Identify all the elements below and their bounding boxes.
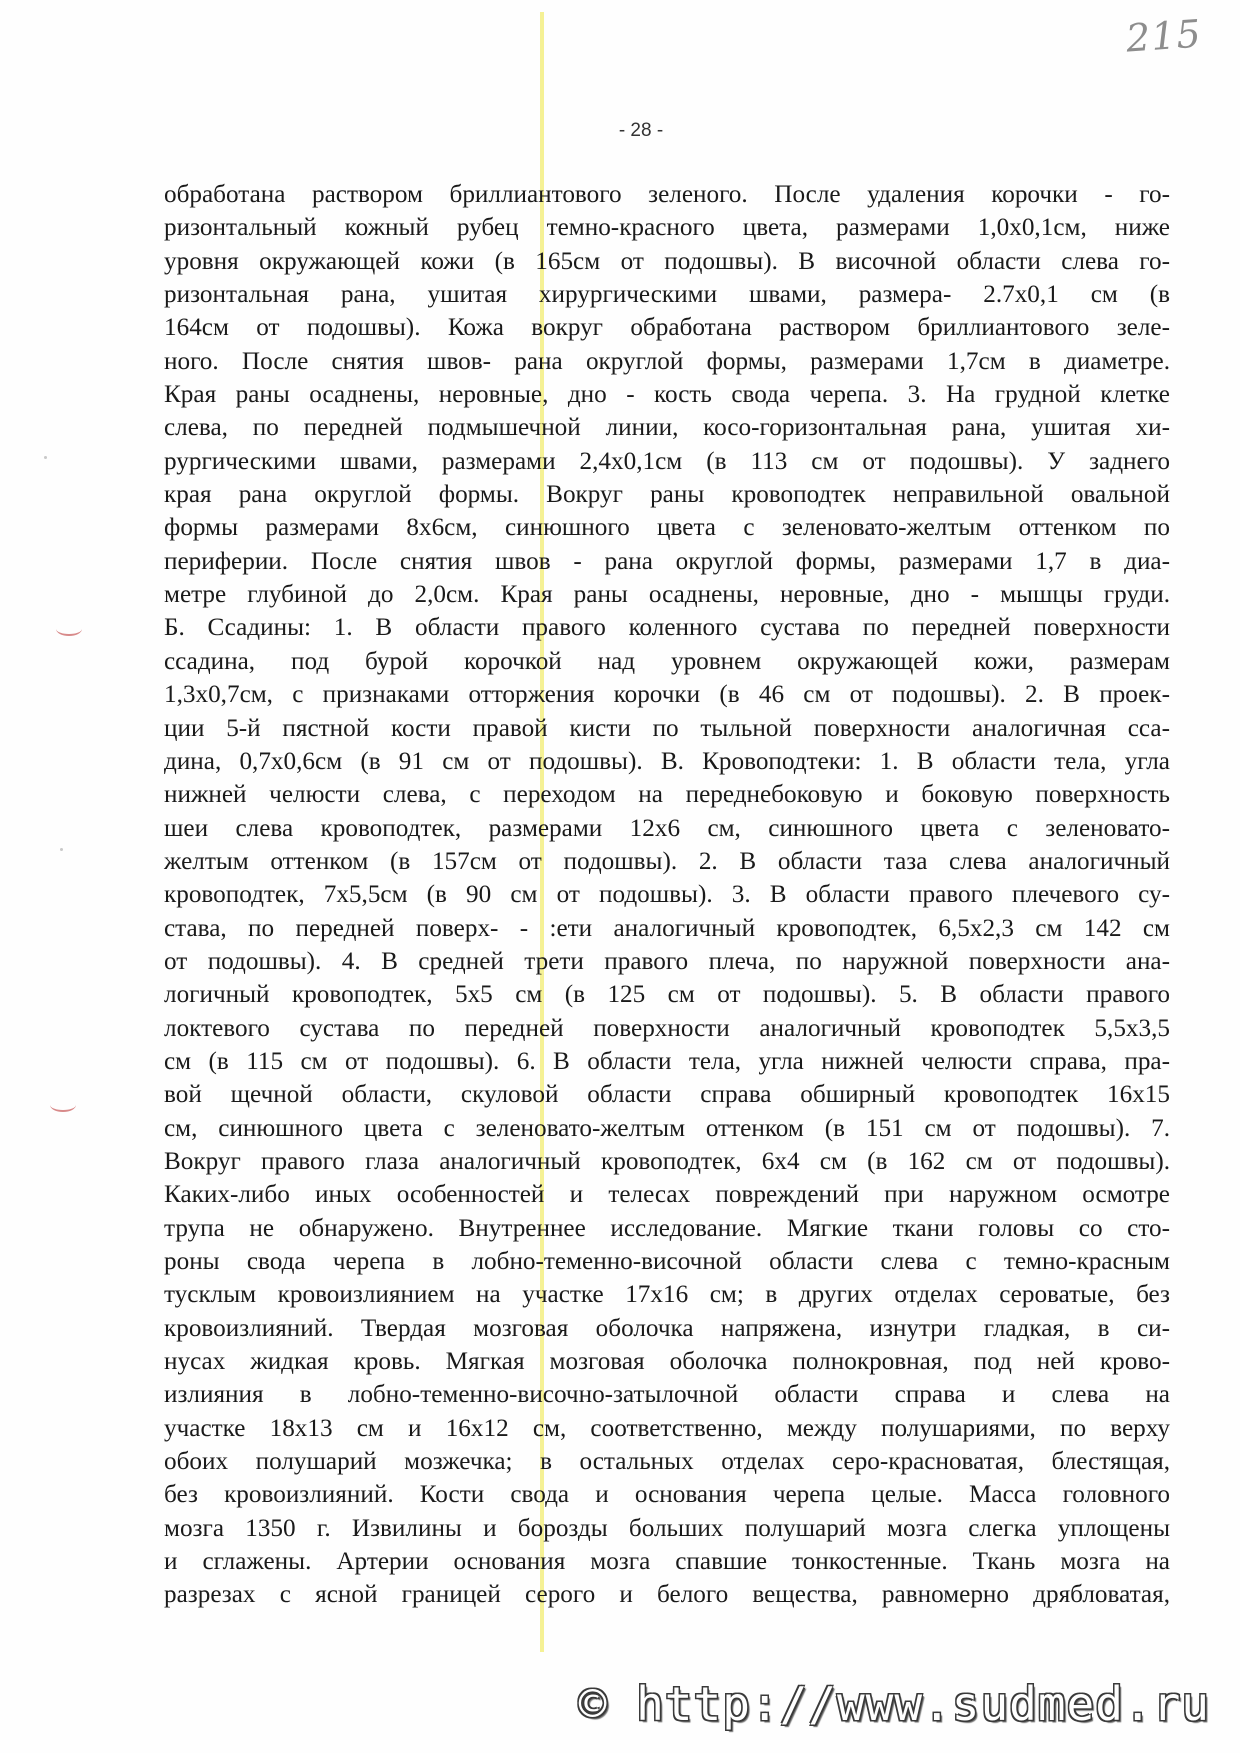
scan-speck — [60, 848, 63, 851]
text-line: ции 5-й пястной кости правой кисти по тыльной поверхности аналогичная сса- — [164, 714, 1170, 742]
text-line: обоих полушарий мозжечка; в остальных отделах серо-красноватая, блестящая, — [164, 1448, 1170, 1476]
text-line: рургическими швами, размерами 2,4х0,1см (в 113 см от подошвы). У заднего — [164, 447, 1170, 475]
text-line: метре глубиной до 2,0см. Края раны осаднены, неровные, дно - мышцы груди. — [164, 581, 1170, 609]
text-line: желтым оттенком (в 157см от подошвы). 2. В области таза слева аналогичный — [164, 847, 1170, 875]
margin-pencil-mark — [56, 622, 82, 636]
text-line: Края раны осаднены, неровные, дно - кость свода черепа. 3. На грудной клетке — [164, 381, 1170, 409]
text-line: см, синюшного цвета с зеленовато-желтым оттенком (в 151 см от подошвы). 7. — [164, 1114, 1170, 1142]
text-line: локтевого сустава по передней поверхности аналогичный кровоподтек 5,5х3,5 — [164, 1014, 1170, 1042]
text-line: периферии. После снятия швов - рана округлой формы, размерами 1,7 в диа- — [164, 547, 1170, 575]
text-line: дина, 0,7х0,6см (в 91 см от подошвы). В. Кровоподтеки: 1. В области тела, угла — [164, 747, 1170, 775]
scan-speck — [44, 456, 47, 459]
text-line: обработана раствором бриллиантового зеленого. После удаления корочки - го- — [164, 181, 1170, 208]
text-line: от подошвы). 4. В средней трети правого плеча, по наружной поверхности ана- — [164, 947, 1170, 975]
text-line: шеи слева кровоподтек, размерами 12х6 см, синюшного цвета с зеленовато- — [164, 814, 1170, 842]
text-line: уровня окружающей кожи (в 165см от подошвы). В височной области слева го- — [164, 247, 1170, 275]
text-line: нусах жидкая кровь. Мягкая мозговая оболочка полнокровная, под ней крово- — [164, 1348, 1170, 1376]
text-line: тусклым кровоизлиянием на участке 17х16 см; в других отделах сероватые, без — [164, 1281, 1170, 1309]
text-line: ризонтальный кожный рубец темно-красного цвета, размерами 1,0х0,1см, ниже — [164, 214, 1170, 242]
text-line: без кровоизлияний. Кости свода и основания черепа целые. Масса головного — [164, 1481, 1170, 1509]
body-text — [164, 178, 1170, 1612]
text-line: излияния в лобно-теменно-височно-затылочной области справа и слева на — [164, 1381, 1170, 1409]
text-line: трупа не обнаружено. Внутреннее исследование. Мягкие ткани головы со сто- — [164, 1214, 1170, 1242]
copyright-watermark: © http://www.sudmed.ru — [578, 1677, 1210, 1731]
text-line: см (в 115 см от подошвы). 6. В области тела, угла нижней челюсти справа, пра- — [164, 1047, 1170, 1075]
text-line: участке 18х13 см и 16х12 см, соответственно, между полушариями, по верху — [164, 1414, 1170, 1442]
text-line: Каких-либо иных особенностей и телесах повреждений при наружном осмотре — [164, 1181, 1170, 1209]
text-line: ного. После снятия швов- рана округлой формы, размерами 1,7см в диаметре. — [164, 347, 1170, 375]
text-line: разрезах с ясной границей серого и белого вещества, равномерно дрябловатая, — [164, 1581, 1170, 1609]
text-line: става, по передней поверх- - :ети аналогичный кровоподтек, 6,5х2,3 см 142 см — [164, 914, 1170, 942]
page-number: - 28 - — [618, 120, 664, 141]
text-line: вой щечной области, скуловой области справа обширный кровоподтек 16х15 — [164, 1081, 1170, 1109]
text-line: слева, по передней подмышечной линии, косо-горизонтальная рана, ушитая хи- — [164, 414, 1170, 442]
text-line: ризонтальная рана, ушитая хирургическими швами, размера- 2.7х0,1 см (в — [164, 281, 1170, 309]
text-line: формы размерами 8х6см, синюшного цвета с зеленовато-желтым оттенком по — [164, 514, 1170, 542]
text-line: мозга 1350 г. Извилины и борозды больших полушарий мозга слегка уплощены — [164, 1514, 1170, 1542]
text-line: логичный кровоподтек, 5х5 см (в 125 см от подошвы). 5. В области правого — [164, 981, 1170, 1009]
handwritten-archive-number: 215 — [1125, 11, 1204, 61]
text-line: 164см от подошвы). Кожа вокруг обработана раствором бриллиантового зеле- — [164, 314, 1170, 342]
text-line: нижней челюсти слева, с переходом на переднебоковую и боковую поверхность — [164, 781, 1170, 809]
text-line: роны свода черепа в лобно-теменно-височной области слева с темно-красным — [164, 1248, 1170, 1275]
text-line: кровоподтек, 7х5,5см (в 90 см от подошвы). 3. В области правого плечевого су- — [164, 881, 1170, 909]
text-line: Б. Ссадины: 1. В области правого коленного сустава по передней поверхности — [164, 614, 1170, 642]
text-line: 1,3х0,7см, с признаками отторжения корочки (в 46 см от подошвы). 2. В проек- — [164, 681, 1170, 709]
text-line: ссадина, под бурой корочкой над уровнем окружающей кожи, размерам — [164, 647, 1170, 675]
text-line: и сглажены. Артерии основания мозга спавшие тонкостенные. Ткань мозга на — [164, 1548, 1170, 1576]
text-line: Вокруг правого глаза аналогичный кровоподтек, 6х4 см (в 162 см от подошвы). — [164, 1147, 1170, 1175]
text-line: кровоизлияний. Твердая мозговая оболочка напряжена, изнутри гладкая, в си- — [164, 1314, 1170, 1342]
text-line: края рана округлой формы. Вокруг раны кровоподтек неправильной овальной — [164, 481, 1170, 509]
margin-pencil-mark — [50, 1098, 76, 1112]
